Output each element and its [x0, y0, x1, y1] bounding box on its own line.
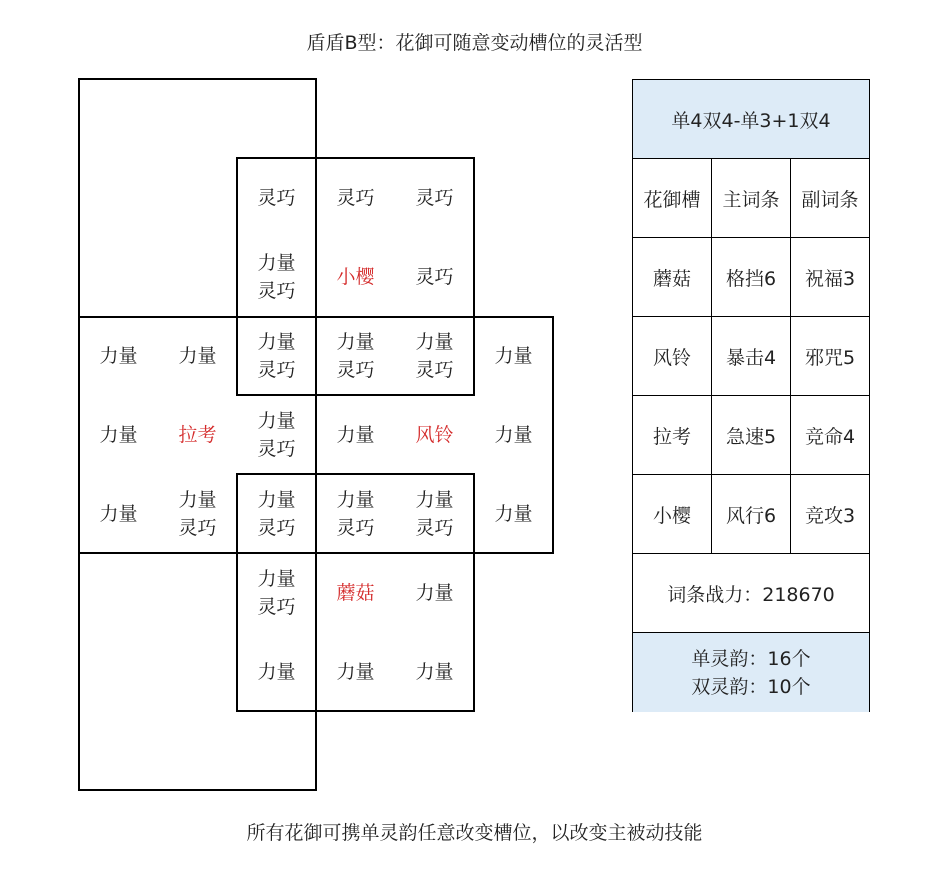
board-cell: [79, 474, 158, 553]
stat-label: 灵巧: [415, 516, 454, 539]
table-row: [633, 474, 869, 554]
stat-label: 力量: [257, 251, 296, 274]
stat-label: 力量: [494, 502, 533, 525]
stat-label: 力量: [178, 344, 217, 367]
rune-count-row: [633, 632, 869, 712]
stat-power: 词条战力：218670: [667, 584, 835, 606]
main-stat: 格挡6: [711, 238, 790, 317]
board-cell: [237, 474, 316, 553]
flower-name-label: 蘑菇: [336, 581, 375, 604]
stat-label: 力量: [336, 660, 375, 683]
stat-label: 力量: [336, 330, 375, 353]
stat-label: 力量: [336, 488, 375, 511]
stat-label: 力量: [494, 344, 533, 367]
board-cell: [237, 316, 316, 395]
board-cell: [395, 316, 474, 395]
stat-label: 力量: [178, 488, 217, 511]
table-row: [633, 237, 869, 317]
board-cell: [395, 158, 474, 237]
board-cell: [474, 395, 553, 474]
stat-label: 力量: [99, 502, 138, 525]
board-cell: [316, 632, 395, 711]
stat-label: 力量: [415, 660, 454, 683]
stat-label: 灵巧: [415, 358, 454, 381]
board-cell: [158, 474, 237, 553]
board-cell: [395, 632, 474, 711]
column-header-slot: 花御槽: [643, 189, 701, 211]
table-column-header-row: [633, 158, 869, 238]
build-header: 单4双4-单3+1双4: [633, 80, 869, 159]
single-rune-count: 单灵韵：16个: [691, 647, 811, 670]
board-cell: [395, 474, 474, 553]
board-cell: [395, 553, 474, 632]
sub-stat: 竞命4: [790, 396, 869, 475]
stat-label: 灵巧: [257, 186, 296, 209]
diagram-title: 盾盾B型：花御可随意变动槽位的灵活型: [306, 32, 643, 54]
main-stat: 暴击4: [711, 317, 790, 396]
stat-label: 灵巧: [257, 516, 296, 539]
stat-label: 力量: [257, 409, 296, 432]
board-cell: [158, 395, 237, 474]
build-table: [632, 79, 870, 712]
board-cell: [474, 474, 553, 553]
board-cell: [395, 395, 474, 474]
board-cell: [316, 395, 395, 474]
slot-name: 拉考: [652, 426, 691, 448]
stat-label: 力量: [415, 488, 454, 511]
sub-stat: 祝福3: [790, 238, 869, 317]
board-cell: [316, 158, 395, 237]
board-cell: [316, 474, 395, 553]
stat-label: 力量: [99, 344, 138, 367]
table-row: [633, 316, 869, 396]
stat-label: 力量: [415, 581, 454, 604]
column-header-main-stat: 主词条: [711, 159, 790, 238]
board-cell: [395, 237, 474, 316]
slot-name: 蘑菇: [652, 268, 691, 290]
board-cell: [237, 158, 316, 237]
stat-label: 灵巧: [257, 595, 296, 618]
column-header-sub-stat: 副词条: [790, 159, 869, 238]
board-cell: [237, 395, 316, 474]
stat-label: 力量: [257, 567, 296, 590]
sub-stat: 竞攻3: [790, 475, 869, 554]
stat-label: 灵巧: [257, 437, 296, 460]
table-header-row: [633, 80, 869, 159]
stat-label: 灵巧: [257, 358, 296, 381]
stat-label: 力量: [99, 423, 138, 446]
board-cell: [237, 632, 316, 711]
flower-name-label: 小樱: [336, 265, 375, 288]
stat-label: 力量: [336, 423, 375, 446]
stat-label: 力量: [257, 488, 296, 511]
stat-label: 力量: [415, 330, 454, 353]
stat-label: 灵巧: [336, 358, 375, 381]
double-rune-count: 双灵韵：10个: [691, 675, 811, 698]
board-cell: [474, 316, 553, 395]
board-cell: [316, 553, 395, 632]
sub-stat: 邪咒5: [790, 317, 869, 396]
stat-label: 力量: [257, 660, 296, 683]
board-cell: [79, 316, 158, 395]
board-cell: [237, 237, 316, 316]
diagram-footer: 所有花御可携单灵韵任意改变槽位，以改变主被动技能: [246, 822, 703, 844]
board-cell: [158, 316, 237, 395]
stat-label: 灵巧: [178, 516, 217, 539]
slot-name: 风铃: [652, 347, 691, 369]
stat-label: 灵巧: [415, 265, 454, 288]
table-row: [633, 395, 869, 475]
stat-label: 灵巧: [257, 279, 296, 302]
stat-label: 灵巧: [415, 186, 454, 209]
power-row: [633, 553, 869, 633]
stat-label: 力量: [494, 423, 533, 446]
flower-name-label: 风铃: [415, 423, 454, 446]
stat-label: 灵巧: [336, 516, 375, 539]
rune-counts: [633, 633, 869, 712]
stat-label: 力量: [257, 330, 296, 353]
flower-name-label: 拉考: [178, 423, 217, 446]
board-cell: [237, 553, 316, 632]
slot-name: 小樱: [652, 505, 691, 527]
main-stat: 风行6: [711, 475, 790, 554]
board-cell: [316, 316, 395, 395]
board-cell: [79, 395, 158, 474]
main-stat: 急速5: [711, 396, 790, 475]
stat-label: 灵巧: [336, 186, 375, 209]
board-cell: [316, 237, 395, 316]
